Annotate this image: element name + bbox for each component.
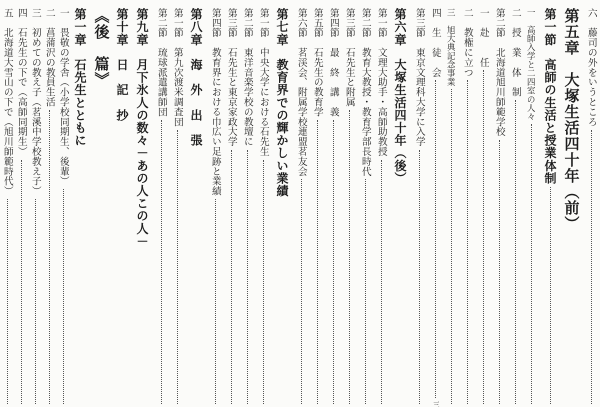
- toc-entry: 三 初めての教え子（茗溪中学校教え子）: [26, 8, 44, 407]
- toc-chapter: 第六章 大塚生活四十年（後）: [393, 8, 407, 185]
- toc-entry: 第一節 中央大学における石先生: [254, 8, 272, 407]
- toc-entry: 二 菖蒲沢の教員生活: [40, 8, 58, 407]
- toc-entry: 第二節 琉球派遣講師団: [152, 8, 170, 407]
- toc-entry: 五 北海道大雪山の下で（旭川師範時代）: [0, 8, 16, 407]
- toc-entry: 第三節 東京文理科大学に入学: [410, 8, 428, 407]
- toc-entry: 第五節 石先生の教育学: [308, 8, 326, 407]
- toc-chapter: 第九章 月下氷人の数々－あの人この人－: [135, 8, 149, 248]
- toc-entry: 第一節 文理大助手・高師助教授: [372, 8, 390, 407]
- section-header-second-part: 《後 篇》: [92, 8, 111, 88]
- toc-chapter: 第十章 日 記 抄: [115, 8, 129, 122]
- toc-entry: 第三節 石先生と東京家政大学: [222, 8, 240, 407]
- toc-entry: 第六節 茗渓会、附属学校連盟茗友会: [292, 8, 310, 407]
- toc-chapter: 第一章 石先生とともに: [73, 8, 87, 147]
- toc-entry: 第一節 第九次渡米調査団: [168, 8, 186, 407]
- toc-entry: 第二節 教育大教授・教育学部長時代: [356, 8, 374, 407]
- toc-entry: 二 教権に立つ: [458, 8, 476, 407]
- toc-chapter: 第七章 教育界での輝かしい業績: [275, 8, 289, 197]
- toc-entry: 六 藤司の外をいうところ: [582, 8, 600, 407]
- toc-entry: 第四節 最 終 講 義: [324, 8, 342, 407]
- toc-entry: 第三節 石先生と附属: [340, 8, 358, 407]
- toc-chapter: 第八章 海 外 出 張: [189, 8, 203, 147]
- toc-entry: 一 高師入学と二四室の人々: [522, 8, 540, 407]
- toc-entry: 二 授 業 体 制: [506, 8, 524, 407]
- toc-entry: 第二節 北海道旭川師範学校: [490, 8, 508, 407]
- toc-entry: 第四節 教育界における巾広い足跡と業績: [206, 8, 224, 407]
- toc-entry: 四 生 徒 会 三: [429, 8, 441, 407]
- toc-entry: 第一節 高師の生活と授業体制: [540, 8, 560, 407]
- toc-entry: 第二節 東洋音楽学校の教壇に: [238, 8, 256, 407]
- toc-entry: 一 畏敬の学舎（小学校同期生、後輩）: [54, 8, 72, 407]
- toc-entry: 三 旭大典記念事業: [442, 8, 460, 407]
- toc-entry: 四 石先生の下で（高師同期生）: [12, 8, 30, 407]
- toc-chapter: 第五章 大塚生活四十年（前）: [562, 8, 581, 232]
- toc-entry: 一 赴 任: [474, 8, 492, 407]
